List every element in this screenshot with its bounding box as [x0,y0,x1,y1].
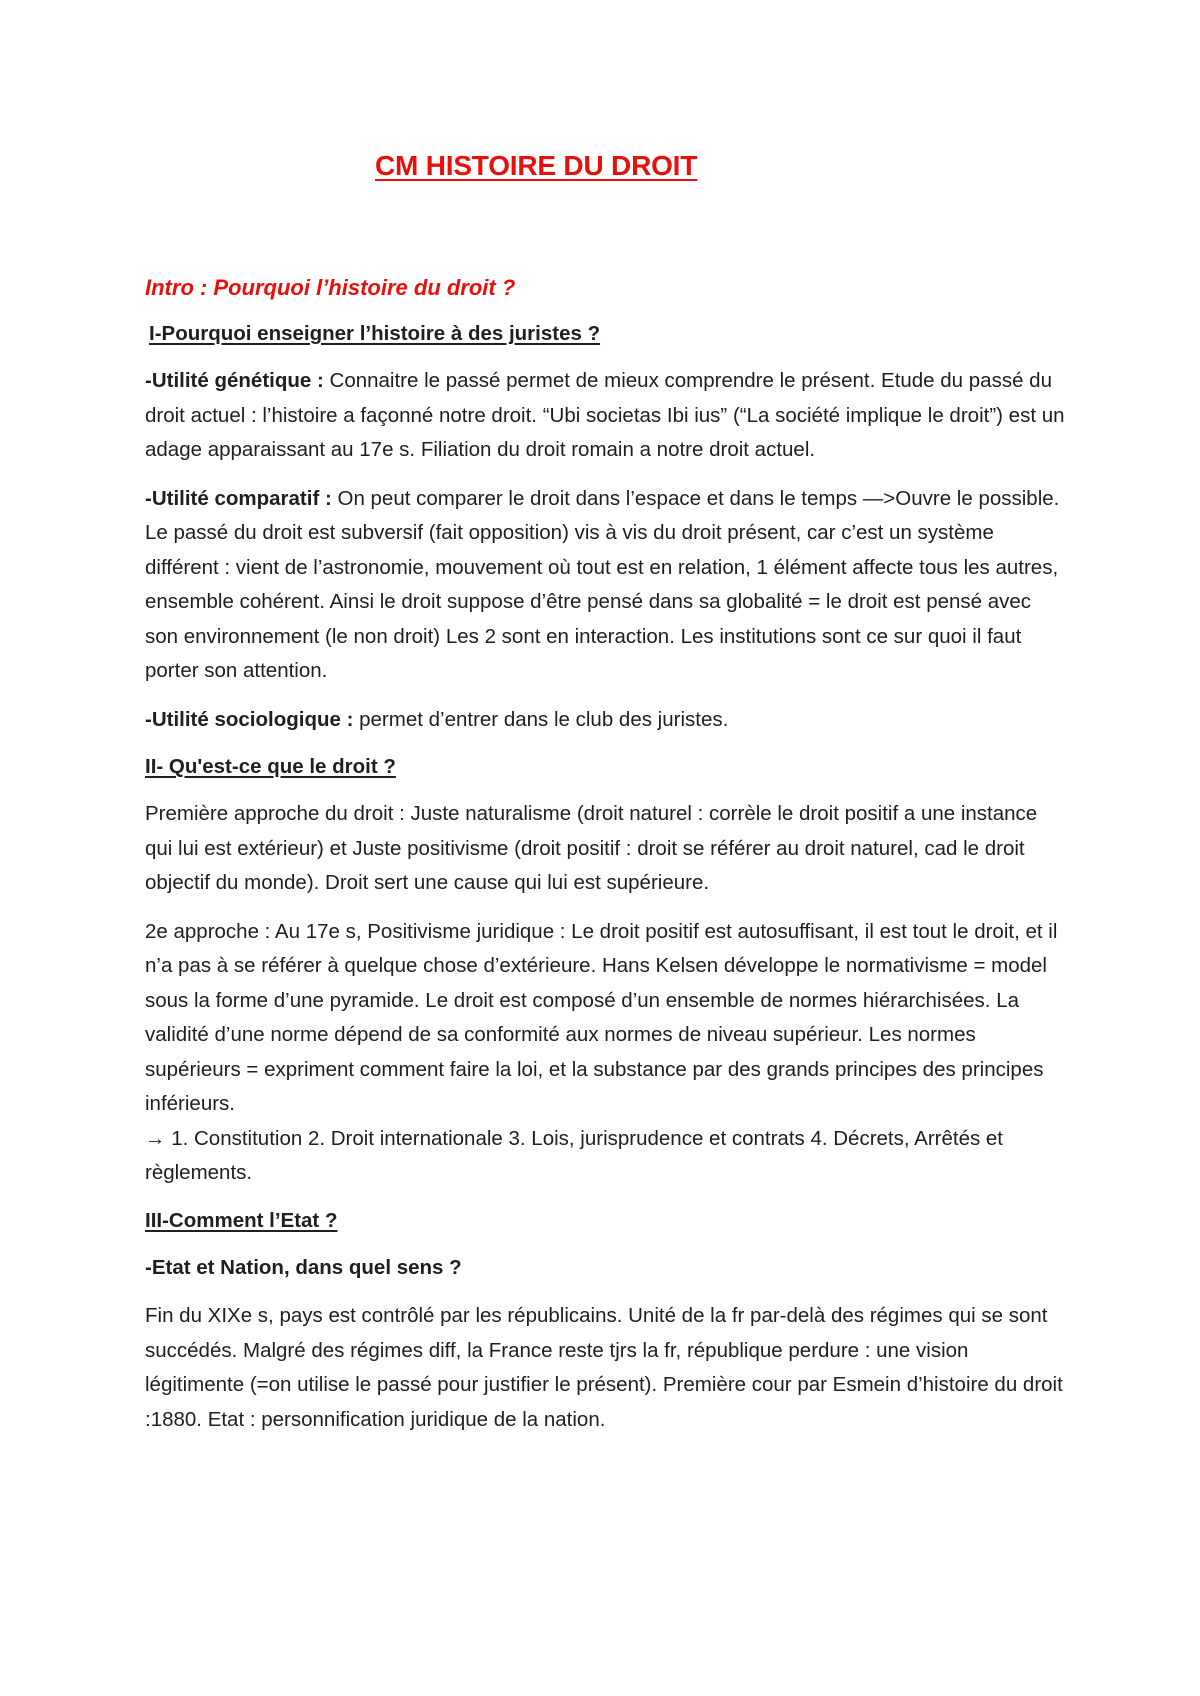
section-heading-2: II- Qu'est-ce que le droit ? [145,755,396,778]
paragraph-utilite-genetique [145,364,1065,468]
section-heading-1: I-Pourquoi enseigner l’histoire à des juristes ? [149,322,601,345]
document-content [145,272,1065,1451]
text-utilite-comparatif: On peut comparer le droit dans l’espace et dans le temps —>Ouvre le possible. Le passé du droit est subversif (fait opposition) vis à vis du droit présent, car c’est un système différent : vient de l’astronomie, mouvement où tout est en relation, 1 élément affecte tous les autres, ensemble cohérent. Ainsi le droit suppose d’être pensé dans sa globalité = le droit est pensé avec son environnement (le non droit) Les 2 sont en interaction. Les institutions sont ce sur quoi il faut porter son attention. [145,486,1060,682]
section-heading-3: III-Comment l’Etat ? [145,1208,338,1232]
term-utilite-sociologique: -Utilité sociologique : [145,707,354,731]
text-utilite-sociologique: permet d’entrer dans le club des juristes. [353,707,729,731]
paragraph-etat-nation: Fin du XIXe s, pays est contrôlé par les républicains. Unité de la fr par-delà des régimes qui se sont succédés. Malgré des régimes diff, la France reste tjrs la fr, république perdure : une vision légitimente (=on utilise le passé pour justifier le présent). Première cour par Esmein d’histoire du droit :1880. Etat : personnification juridique de la nation. [145,1304,1063,1431]
paragraph-deuxieme-approche [145,915,1065,1191]
text-deuxieme-approche: 2e approche : Au 17e s, Positivisme juridique : Le droit positif est autosuffisant, il est tout le droit, et il n’a pas à se référer à quelque chose d’extérieure. Hans Kelsen développe le normativisme = model sous la forme d’une pyramide. Le droit est composé d’un ensemble de normes hiérarchisées. La validité d’une norme dépend de sa conformité aux normes de niveau supérieur. Les normes supérieurs = expriment comment faire la loi, et la substance par des grands principes des principes inférieurs. [145,919,1058,1115]
term-utilite-comparatif: -Utilité comparatif : [145,486,332,510]
intro-heading: Intro : Pourquoi l’histoire du droit ? [145,275,516,300]
paragraph-premiere-approche: Première approche du droit : Juste naturalisme (droit naturel : corrèle le droit positif a une instance qui lui est extérieur) et Juste positivisme (droit positif : droit se référer au droit naturel, cad le droit objectif du monde). Droit sert une cause qui lui est supérieure. [145,802,1038,894]
hierarchy-list: → 1. Constitution 2. Droit internationale 3. Lois, jurisprudence et contrats 4. Décrets, Arrêtés et règlements. [145,1126,1004,1184]
subheading-etat-nation: -Etat et Nation, dans quel sens ? [145,1255,462,1279]
text-utilite-genetique: Connaitre le passé permet de mieux comprendre le présent. Etude du passé du droit actuel : l’histoire a façonné notre droit. “Ubi societas Ibi ius” (“La société implique le droit”) est un adage apparaissant au 17e s. Filiation du droit romain a notre droit actuel. [145,369,1065,461]
paragraph-utilite-sociologique [145,703,1065,738]
paragraph-utilite-comparatif [145,482,1065,689]
document-title: CM HISTOIRE DU DROIT [375,150,698,181]
term-utilite-genetique: -Utilité génétique : [145,369,324,392]
